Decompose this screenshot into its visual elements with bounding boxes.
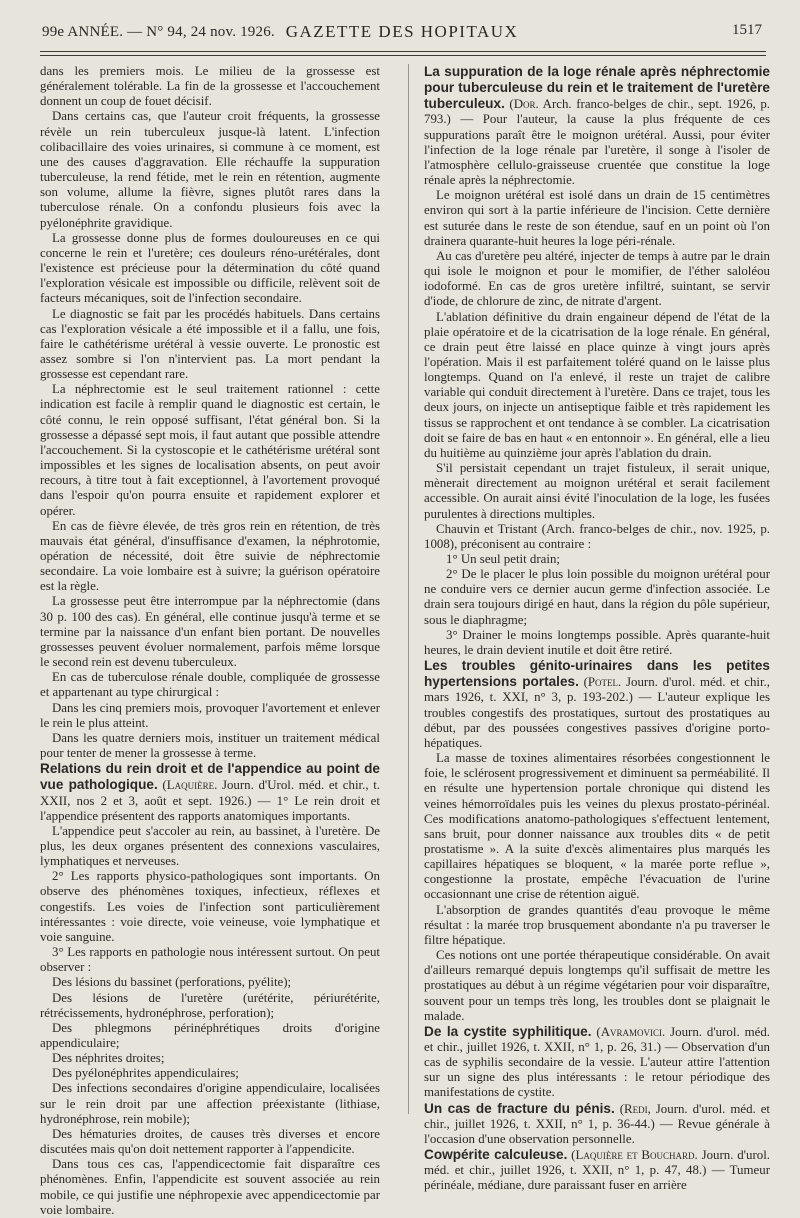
article-author: Potel xyxy=(587,675,619,690)
journal-title: GAZETTE DES HOPITAUX xyxy=(285,22,519,41)
paragraph: Le diagnostic se fait par les procédés habituels. Dans certains cas l'exploration vésicale a été impossible et il a fallu, une fois, faire le cathétérisme urétéral à vessie ouverte. Le pronostic est assez sombre si l'on n'intervient pas. La mort pendant la grossesse est cependant rare. xyxy=(40,306,380,382)
article-reference: , Journ. d'urol. méd. et chir., juillet 1926, t. XXII, n° 1, p. 36-44.) — Revue générale à l'occasion d'une observation personnelle. xyxy=(424,1101,771,1146)
list-item: Des hématuries droites, de causes très diverses et encore discutées mais qu'on doit nettement rapporter à l'appendicite. xyxy=(40,1126,380,1157)
issue-info: 99e ANNÉE. — N° 94, 24 nov. 1926. xyxy=(42,24,275,40)
article-reference: . Journ. d'Urol. méd. et chir., t. XXII, nos 2 et 3, août et sept. 1926.) — 1° Le rein droit et l'appendice présentent des rapports anatomiques importants. xyxy=(40,778,381,823)
list-item: Des lésions de l'uretère (urétérite, périurétérite, rétrécissements, hydronéphrose, perforation); xyxy=(40,990,380,1020)
article-title: Relations du rein droit et de l'appendice au point de vue pathologique. xyxy=(40,761,380,793)
header-rule xyxy=(40,51,766,52)
page-header xyxy=(38,20,766,46)
article-author: Dor xyxy=(513,97,536,112)
article-appendice: Relations du rein droit et de l'appendice au point de vue pathologique. (Laquière. Journ. d'Urol. méd. et chir., t. XXII, nos 2 et 3, août et sept. 1926.) — 1° Le rein droit et l'appendice présentent des rapports anatomiques importants. xyxy=(40,761,381,823)
list-item: Des infections secondaires d'origine appendiculaire, localisées sur le rein droit par une affection préexistante (lithiase, hydronéphrose, rein mobile); xyxy=(40,1081,380,1126)
list-item: Des lésions du bassinet (perforations, pyélite); xyxy=(52,975,292,990)
article-reference: . Arch. franco-belges de chir., sept. 1926, p. 793.) — Pour l'auteur, la cause la plus fréquente de ces suppurations paraît être le moignon urétéral. Aussi, pour éviter l'infection de la loge rénale par l'uretère, il songe à l'isoler de l'atmosphère cellulo-graisseuse cruentée que constitue la loge rénale après la néphrectomie. xyxy=(424,97,771,188)
page-number: 1517 xyxy=(732,22,762,38)
paragraph: Dans certains cas, que l'auteur croit fréquents, la grossesse révèle un rein tuberculeux jusque-là latent. L'infection colibacillaire des voies urinaires, si commune à ce moment, est une des causes d'aggravation. Elle réchauffe la suppuration tuberculeuse, la rend fétide, met le rein en rétention, augmente son volume, allume la fièvre, signes plutôt rares dans la tuberculose rénale. On a confondu plusieurs fois avec la pyélonéphrite gravidique. xyxy=(40,109,380,230)
paragraph: 3° Les rapports en pathologie nous intéressent surtout. On peut observer : xyxy=(40,945,380,975)
right-column xyxy=(424,64,770,1194)
paragraph: En cas de tuberculose rénale double, compliquée de grossesse et appartenant au type chirurgical : xyxy=(40,670,380,700)
article-author: Laquière et Bouchard xyxy=(575,1148,695,1163)
paragraph: L'appendice peut s'accoler au rein, au bassinet, à l'uretère. De plus, les deux organes présentent des connexions vasculaires, lymphatiques et nerveuses. xyxy=(40,823,380,869)
article-reference: . Journ. d'urol. méd. et chir., mars 1926, t. XXI, n° 3, p. 193-202.) — L'auteur explique les troubles congestifs des prostatiques, surtout des prostatiques au début, par des poussées congestives passives d'origine porto-hépatiques. xyxy=(424,675,770,750)
article-cowperite: Cowpérite calculeuse. (Laquière et Bouchard. Journ. d'urol. méd. et chir., juillet 1926, t. XXII, n° 1, p. 47, 48.) — Tumeur périnéale, médiane, dure paraissant fuser en arrière xyxy=(424,1147,770,1193)
list-item: Des pyélonéphrites appendiculaires; xyxy=(52,1066,239,1081)
list-item: 3° Drainer le moins longtemps possible. Après quarante-huit heures, le drain devient inutile et doit être retiré. xyxy=(424,627,770,657)
paragraph: Le moignon urétéral est isolé dans un drain de 15 centimètres environ qui sort à la partie inférieure de l'incision. Cette dernière est suturée dans le reste de son étendue, sauf en un point où l'on drainera quarante-huit heures la loge péri-rénale. xyxy=(424,188,770,248)
article-reference: . Journ. d'urol. méd. et chir., juillet 1926, t. XXII, n° 1, p. 26, 31.) — Observation d'un cas de syphilis secondaire de la vessie. L'auteur attire l'attention sur un signe des plus intéressants : le retour périodique des manifestations de cystite. xyxy=(424,1024,770,1100)
article-title: La suppuration de la loge rénale après néphrectomie pour tuberculeuse du rein et le traitement de l'uretère tuberculeux. xyxy=(424,64,770,112)
paragraph: La grossesse donne plus de formes douloureuses en ce qui concerne le rein et l'uretère; ces douleurs réno-urétérales, dont l'existence est précieuse pour la détermination du côté quand l'exploration vésicale est impossible ou difficile, relèvent soit de facteurs mécaniques, soit de l'infection secondaire. xyxy=(40,230,380,306)
paragraph: dans les premiers mois. Le milieu de la grossesse est généralement tolérable. La fin de la grossesse et l'accouchement donnent un coup de fouet décisif. xyxy=(40,64,380,109)
article-title: Les troubles génito-urinaires dans les petites hypertensions portales. xyxy=(424,658,770,690)
list-item: 1° Un seul petit drain; xyxy=(446,552,560,566)
paragraph: L'absorption de grandes quantités d'eau provoque le même résultat : la marée trop brusquement abondante n'a pu traverser le filtre hépatique. xyxy=(424,902,770,947)
paragraph: En cas de fièvre élevée, de très gros rein en rétention, de très mauvais état général, d'insuffisance d'examen, la néphrotomie, opération de nécessité, doit être suivie de néphrectomie secondaire. La voie lombaire est à suivre; la guérison opératoire est la règle. xyxy=(40,518,380,594)
paragraph: Ces notions ont une portée thérapeutique considérable. On avait d'ailleurs remarqué depuis longtemps qu'il suffisait de mettre les prostatiques au début à un régime végétarien pour voir disparaître, souvent pour un temps très long, les troubles dont se plaignait le malade. xyxy=(424,948,770,1023)
article-title: Un cas de fracture du pénis. xyxy=(424,1100,615,1116)
article-reference: . Journ. d'urol. méd. et chir., juillet 1926, t. XXII, n° 1, p. 47, 48.) — Tumeur périnéale, médiane, dure paraissant fuser en arrière xyxy=(424,1148,770,1193)
article-author: Laquière xyxy=(166,778,215,793)
list-item: 2° De le placer le plus loin possible du moignon urétéral pour ne conduire vers ce dernier aucun germe d'infection associée. Le drain sera toujours dirigé en haut, dans la région du pôle supérieur, sous le diaphragme; xyxy=(424,567,770,627)
paragraph: 2° Les rapports physico-pathologiques sont importants. On observe des phénomènes toxiques, infectieux, réflexes et congestifs. Les voies de l'infection sont particulièrement intéressantes : voie directe, voie veineuse, voie lymphatique et voie sanguine. xyxy=(40,869,380,944)
article-title: De la cystite syphilitique. xyxy=(424,1023,592,1039)
paragraph: La grossesse peut être interrompue par la néphrectomie (dans 30 p. 100 des cas). En général, elle continue jusqu'à terme et se termine par la naissance d'un enfant bien portant. De nouvelles grossesses peuvent évoluer normalement, parfois même lorsque le second rein est devenu tuberculeux. xyxy=(40,594,380,670)
article-author: Avramovici xyxy=(600,1024,662,1039)
paragraph: Au cas d'uretère peu altéré, injecter de temps à autre par le drain qui isole le moignon et pour le momifier, de l'éther saloléou iodoformé. En cas de gros uretère infiltré, suintant, se servir d'iode, de chlorure de zinc, de nitrate d'argent. xyxy=(424,248,770,309)
paragraph: Dans les cinq premiers mois, provoquer l'avortement et enlever le rein le plus atteint. xyxy=(40,700,380,730)
article-fracture: Un cas de fracture du pénis. (Redi, Journ. d'urol. méd. et chir., juillet 1926, t. XXII, n° 1, p. 36-44.) — Revue générale à l'occasion d'une observation personnelle. xyxy=(424,1100,771,1146)
article-troubles: Les troubles génito-urinaires dans les petites hypertensions portales. (Potel. Journ. d'urol. méd. et chir., mars 1926, t. XXI, n° 3, p. 193-202.) — L'auteur explique les troubles congestifs des prostatiques, surtout des prostatiques au début, par des poussées congestives passives d'origine porto-hépatiques. xyxy=(424,658,770,750)
paragraph: Dans tous ces cas, l'appendicectomie fait disparaître ces phénomènes. Enfin, l'appendicite est souvent associée au rein mobile, ce qui justifie une néphropexie avec appendicectomie par voie lombaire. xyxy=(40,1157,380,1217)
left-column xyxy=(40,64,380,1218)
paragraph: La masse de toxines alimentaires résorbées congestionnent le foie, le sclérosent progressivement et diminuent sa perméabilité. Il en résulte une hypertension portale chronique qui distend les veines hémorroïdales puis les veines du plexus prostato-périnéal. Ces modifications anatomo-pathologiques s'effectuent lentement, sans bruit, pour donner naissance aux troubles dits « de petit prostatisme ». A la suite d'excès alimentaires plus marqués les capillaires hépatiques se bloquent, « la marée porte reflue », congestionne la prostate, empêche l'évacuation de l'urine occasionnant une crise de rétention aiguë. xyxy=(424,751,770,902)
paragraph: Dans les quatre derniers mois, instituer un traitement médical pour tenter de mener la grossesse à terme. xyxy=(40,730,380,761)
header-rule-thin xyxy=(40,55,766,56)
article-suppuration: La suppuration de la loge rénale après néphrectomie pour tuberculeuse du rein et le traitement de l'uretère tuberculeux. (Dor. Arch. franco-belges de chir., sept. 1926, p. 793.) — Pour l'auteur, la cause la plus fréquente de ces suppurations paraît être le moignon urétéral. Aussi, pour éviter l'infection de la loge rénale par l'uretère, il songe à l'isoler de l'atmosphère cellulo-graisseuse cruentée que constitue la loge rénale après la néphrectomie. xyxy=(424,64,771,188)
paragraph: Chauvin et Tristant (Arch. franco-belges de chir., nov. 1925, p. 1008), préconisent au contraire : xyxy=(424,521,770,551)
article-cystite: De la cystite syphilitique. (Avramovici. Journ. d'urol. méd. et chir., juillet 1926, t. XXII, n° 1, p. 26, 31.) — Observation d'un cas de syphilis secondaire de la vessie. L'auteur attire l'attention sur un signe des plus intéressants : le retour périodique des manifestations de cystite. xyxy=(424,1023,770,1100)
paragraph: S'il persistait cependant un trajet fistuleux, il serait unique, mènerait directement au moignon urétéral et serait facilement accessible. On aurait ainsi évité l'inoculation de la loge, les fusées purulentes à directions multiples. xyxy=(424,461,770,521)
article-title: Cowpérite calculeuse. xyxy=(424,1147,568,1163)
column-divider xyxy=(408,64,409,1114)
list-item: Des néphrites droites; xyxy=(52,1051,165,1066)
list-item: Des phlegmons périnéphrétiques droits d'origine appendiculaire; xyxy=(40,1020,380,1050)
paragraph: La néphrectomie est le seul traitement rationnel : cette indication est facile à remplir quand le diagnostic est certain, le côté connu, le rein opposé suffisant, l'état général bon. Si la grossesse a dépassé sept mois, il faut autant que possible attendre l'accouchement. Si la cystoscopie et le cathétérisme urétéral sont impossibles et les signes de localisation absents, on peut avoir recours, à titre tout à fait exceptionnel, à l'avortement provoqué dans l'espoir qu'on pourra ensuite et rapidement explorer et opérer. xyxy=(40,382,380,518)
paragraph: L'ablation définitive du drain engaineur dépend de l'état de la plaie opératoire et de la cicatrisation de la loge rénale. En général, ce drain peut être laissé en place quinze à vingt jours après l'opération. Mais il est parfaitement toléré quand on le laisse plus longtemps. Quand on l'a enlevé, il reste un trajet de calibre variable qui conduit directement à l'uretère. Dans ce trajet, tous les deux jours, on injecte un antiseptique faible et très rapidement les tissus se rapprochent et ont tendance à se combler. La cicatrisation doit se faire de bas en haut « en entonnoir ». En général, elle a lieu du huitième au quinzième jour après l'ablation du drain. xyxy=(424,309,770,460)
article-author: Redi xyxy=(624,1101,648,1116)
